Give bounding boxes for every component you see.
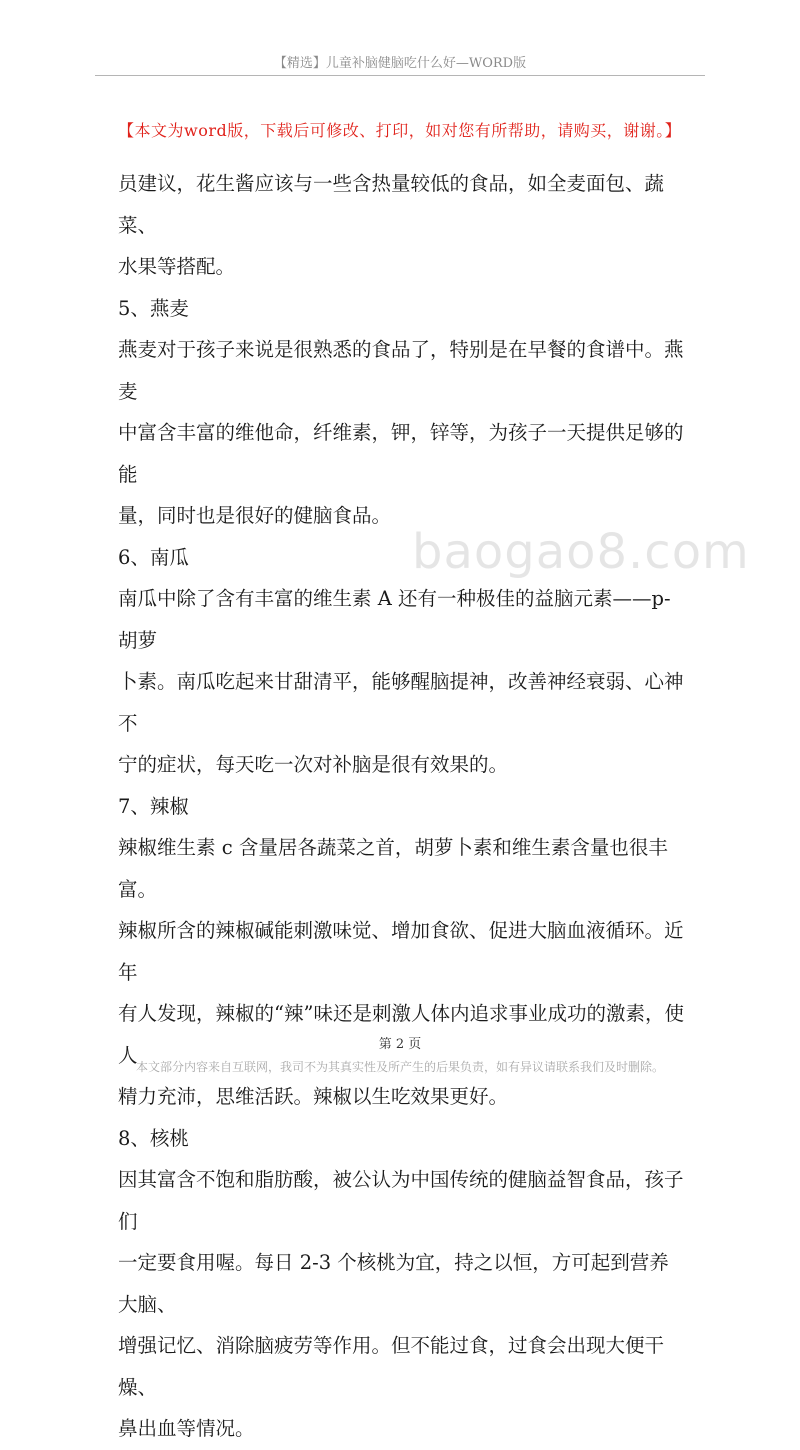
paragraph: [118, 329, 686, 537]
watermark: baogao8.com: [412, 524, 750, 580]
page-header-title: 【精选】儿童补脑健脑吃什么好—WORD版: [273, 56, 527, 71]
paragraph-line: 精力充沛，思维活跃。辣椒以生吃效果更好。: [118, 1085, 509, 1108]
paragraph-line: 因其富含不饱和脂肪酸，被公认为中国传统的健脑益智食品，孩子们: [118, 1168, 684, 1233]
page-number: 第 2 页: [378, 1037, 422, 1052]
paragraph-line: 中富含丰富的维他命，纤维素，钾，锌等，为孩子一天提供足够的能: [118, 421, 684, 486]
paragraph-line: 增强记忆、消除脑疲劳等作用。但不能过食，过食会出现大便干燥、: [118, 1334, 665, 1399]
section-heading: 8、核桃: [118, 1126, 189, 1150]
paragraph-line: 水果等搭配。: [118, 255, 236, 278]
paragraph-line: 一定要食用喔。每日 2-3 个核桃为宜，持之以恒，方可起到营养大脑、: [118, 1251, 669, 1316]
document-body: [118, 163, 686, 1450]
paragraph-line: 燕麦对于孩子来说是很熟悉的食品了，特别是在早餐的食谱中。燕麦: [118, 338, 684, 403]
paragraph: [118, 1159, 686, 1450]
paragraph-line: 鼻出血等情况。: [118, 1417, 255, 1440]
header-divider: [95, 75, 705, 76]
paragraph-line: 辣椒维生素 c 含量居各蔬菜之首，胡萝卜素和维生素含量也很丰富。: [118, 836, 668, 901]
download-notice: 【本文为word版，下载后可修改、打印，如对您有所帮助，请购买，谢谢。】: [118, 121, 682, 140]
paragraph-line: 宁的症状，每天吃一次对补脑是很有效果的。: [118, 753, 509, 776]
section-heading: 7、辣椒: [118, 794, 189, 818]
paragraph-line: 南瓜中除了含有丰富的维生素 A 还有一种极佳的益脑元素——p-胡萝: [118, 587, 671, 652]
section-heading: 6、南瓜: [118, 545, 189, 569]
paragraph-line: 辣椒所含的辣椒碱能刺激味觉、增加食欲、促进大脑血液循环。近年: [118, 919, 684, 984]
paragraph-line: 有人发现，辣椒的“辣”味还是刺激人体内追求事业成功的激素，使人: [118, 1002, 684, 1067]
footer-disclaimer: 本文部分内容来自互联网，我司不为其真实性及所产生的后果负责，如有异议请联系我们及时删除。: [135, 1060, 664, 1074]
paragraph: [118, 578, 686, 786]
paragraph-line: 员建议，花生酱应该与一些含热量较低的食品，如全麦面包、蔬菜、: [118, 172, 665, 237]
paragraph: [118, 163, 686, 288]
paragraph-line: 量，同时也是很好的健脑食品。: [118, 504, 392, 527]
paragraph-line: 卜素。南瓜吃起来甘甜清平，能够醒脑提神，改善神经衰弱、心神不: [118, 670, 684, 735]
section-heading: 5、燕麦: [118, 296, 189, 320]
